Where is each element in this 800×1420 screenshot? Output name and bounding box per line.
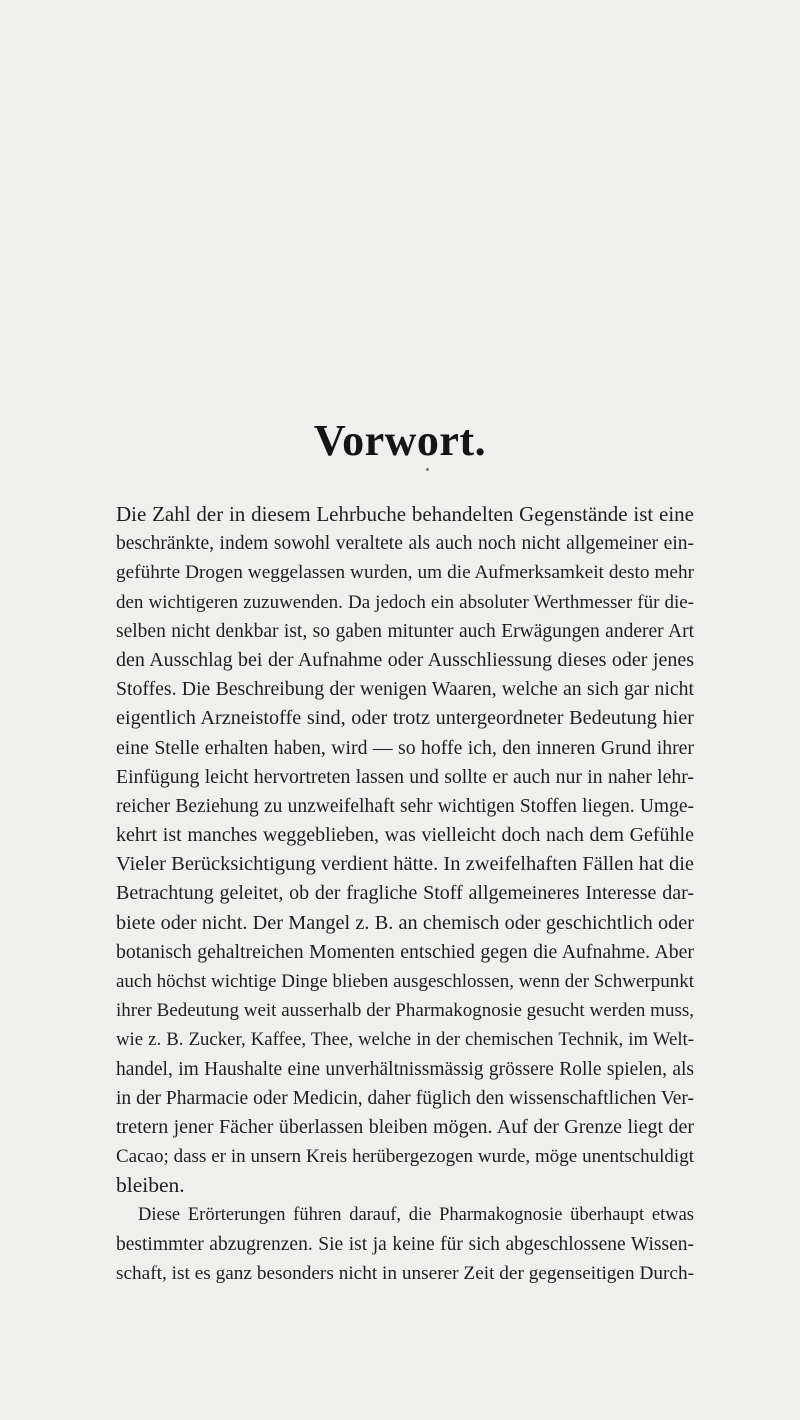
text-line: handel, im Haushalte eine unverhältnissmässig grössere Rolle spielen, als <box>116 1058 694 1080</box>
text-line: bestimmter abzugrenzen. Sie ist ja keine für sich abgeschlossene Wissen- <box>116 1233 694 1255</box>
text-line: Einfügung leicht hervortreten lassen und sollte er auch nur in naher lehr- <box>116 765 694 788</box>
text-line: reicher Beziehung zu unzweifelhaft sehr wichtigen Stoffen liegen. Umge- <box>116 795 694 817</box>
text-line: Cacao; dass er in unsern Kreis herübergezogen wurde, möge unentschuldigt <box>116 1146 694 1168</box>
text-line: tretern jener Fächer überlassen bleiben mögen. Auf der Grenze liegt der <box>116 1115 694 1138</box>
text-line: wie z. B. Zucker, Kaffee, Thee, welche in der chemischen Technik, im Welt- <box>116 1029 694 1051</box>
text-line: selben nicht denkbar ist, so gaben mitunter auch Erwägungen anderer Art <box>116 620 694 642</box>
text-line: Vieler Berücksichtigung verdient hätte. In zweifelhaften Fällen hat die <box>116 853 694 876</box>
page-title: Vorwort. <box>313 416 487 465</box>
text-line: beschränkte, indem sowohl veraltete als auch noch nicht allgemeiner ein- <box>116 533 694 555</box>
text-line: biete oder nicht. Der Mangel z. B. an chemisch oder geschichtlich oder <box>116 911 694 934</box>
body-text <box>116 500 694 1288</box>
text-line: Betrachtung geleitet, ob der fragliche Stoff allgemeineres Interesse dar- <box>116 882 694 905</box>
text-line: eine Stelle erhalten haben, wird — so hoffe ich, den inneren Grund ihrer <box>116 736 694 759</box>
text-line: kehrt ist manches weggeblieben, was vielleicht doch nach dem Gefühle <box>116 824 694 847</box>
text-line: auch höchst wichtige Dinge blieben ausgeschlossen, wenn der Schwerpunkt <box>116 971 694 992</box>
text-line: den Ausschlag bei der Aufnahme oder Ausschliessung dieses oder jenes <box>116 648 694 671</box>
print-speck <box>426 468 429 471</box>
text-line: botanisch gehaltreichen Momenten entschied gegen die Aufnahme. Aber <box>116 940 694 963</box>
text-line: den wichtigeren zuzuwenden. Da jedoch ein absoluter Werthmesser für die- <box>116 591 694 613</box>
text-line: Stoffes. Die Beschreibung der wenigen Waaren, welche an sich gar nicht <box>116 678 694 701</box>
text-line: in der Pharmacie oder Medicin, daher füglich den wissenschaftlichen Ver- <box>116 1087 694 1109</box>
text-line: Die Zahl der in diesem Lehrbuche behandelten Gegenstände ist eine <box>116 502 694 526</box>
text-line: eigentlich Arzneistoffe sind, oder trotz untergeordneter Bedeutung hier <box>116 707 694 730</box>
text-line: geführte Drogen weggelassen wurden, um die Aufmerksamkeit desto mehr <box>116 562 694 584</box>
text-line: schaft, ist es ganz besonders nicht in unserer Zeit der gegenseitigen Durch- <box>116 1262 694 1284</box>
text-line: ihrer Bedeutung weit ausserhalb der Pharmakognosie gesucht werden muss, <box>116 1000 694 1022</box>
text-line: Diese Erörterungen führen darauf, die Pharmakognosie überhaupt etwas <box>138 1204 694 1225</box>
text-line: bleiben. <box>116 1173 185 1198</box>
